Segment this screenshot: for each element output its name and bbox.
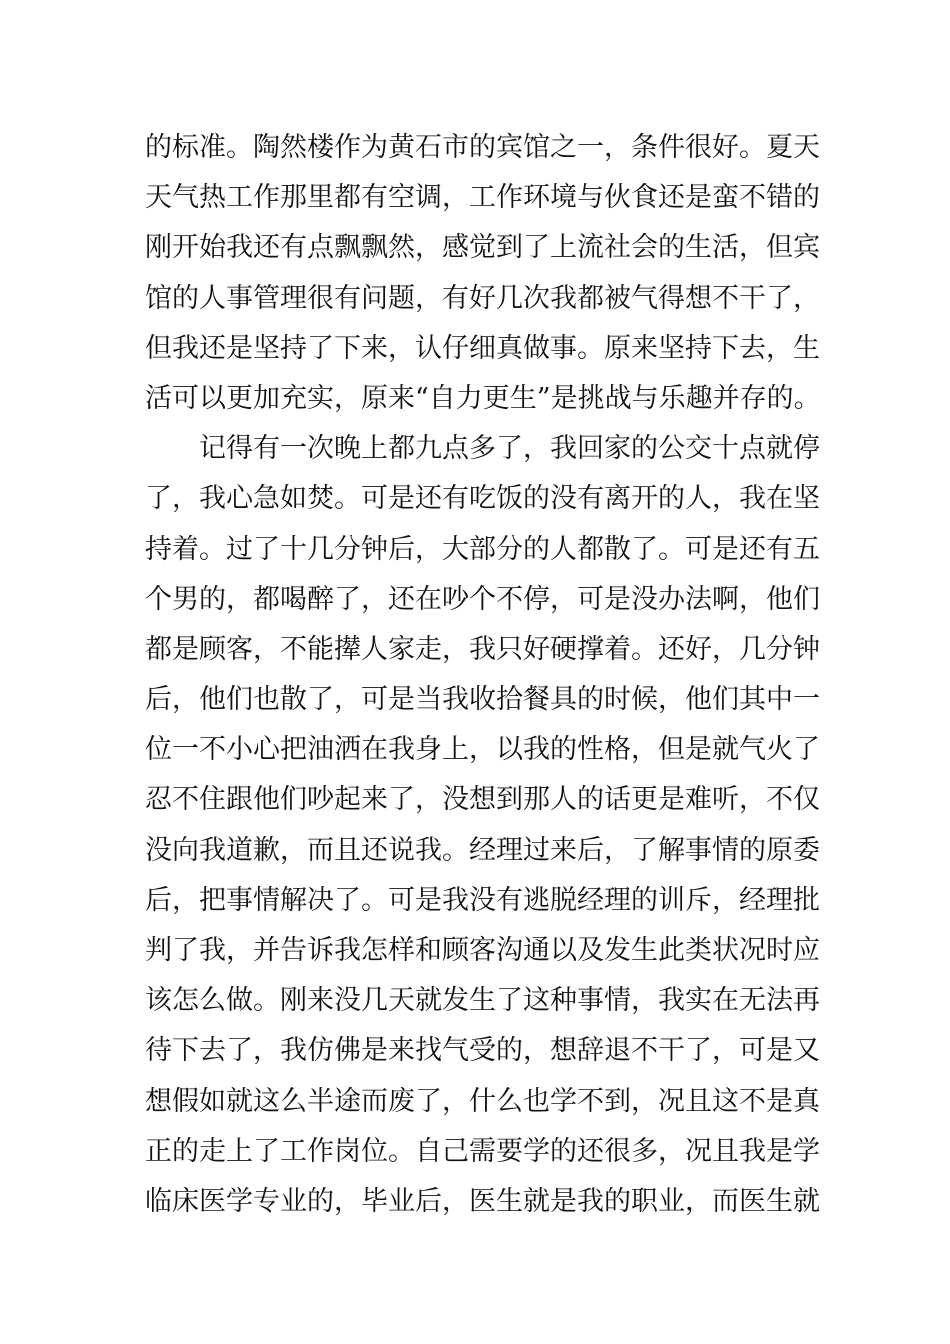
text-line: 判了我，并告诉我怎样和顾客沟通以及发生此类状况时应 xyxy=(145,935,820,966)
text-line: 了，我心急如焚。可是还有吃饭的没有离开的人，我在坚 xyxy=(145,483,820,515)
text-line: 正的走上了工作岗位。自己需要学的还很多，况且我是学 xyxy=(145,1135,820,1167)
text-line: 临床医学专业的，毕业后，医生就是我的职业，而医生就 xyxy=(145,1185,820,1217)
text-line: 个男的，都喝醉了，还在吵个不停，可是没办法啊，他们 xyxy=(145,583,820,615)
text-line: 持着。过了十几分钟后，大部分的人都散了。可是还有五 xyxy=(145,533,820,565)
text-line: 忍不住跟他们吵起来了，没想到那人的话更是难听，不仅 xyxy=(145,784,820,816)
text-line: 没向我道歉，而且还说我。经理过来后，了解事情的原委 xyxy=(145,834,820,866)
text-line: 的标准。陶然楼作为黄石市的宾馆之一，条件很好。夏天 xyxy=(145,132,820,163)
text-line: 都是顾客，不能撵人家走，我只好硬撑着。还好，几分钟 xyxy=(145,633,820,665)
text-line: 天气热工作那里都有空调，工作环境与伙食还是蛮不错的 xyxy=(145,182,820,214)
paragraph-first-line: 记得有一次晚上都九点多了，我回家的公交十点就停 xyxy=(199,433,820,465)
text-line: 后，把事情解决了。可是我没有逃脱经理的训斥，经理批 xyxy=(145,884,820,916)
body-text xyxy=(145,123,821,1227)
text-line: 想假如就这么半途而废了，什么也学不到，况且这不是真 xyxy=(145,1085,820,1117)
text-line: 位一不小心把油洒在我身上，以我的性格，但是就气火了 xyxy=(145,734,820,766)
text-line: 后，他们也散了，可是当我收拾餐具的时候，他们其中一 xyxy=(145,684,820,716)
text-line: 馆的人事管理很有问题，有好几次我都被气得想不干了， xyxy=(145,282,820,314)
text-line: 待下去了，我仿佛是来找气受的，想辞退不干了，可是又 xyxy=(145,1035,820,1067)
text-line: 但我还是坚持了下来，认仔细真做事。原来坚持下去，生 xyxy=(145,332,820,364)
text-line: 刚开始我还有点飘飘然，感觉到了上流社会的生活，但宾 xyxy=(145,232,820,264)
text-line: 活可以更加充实，原来“自力更生”是挑战与乐趣并存的。 xyxy=(145,382,821,414)
text-line: 该怎么做。刚来没几天就发生了这种事情，我实在无法再 xyxy=(145,985,820,1017)
